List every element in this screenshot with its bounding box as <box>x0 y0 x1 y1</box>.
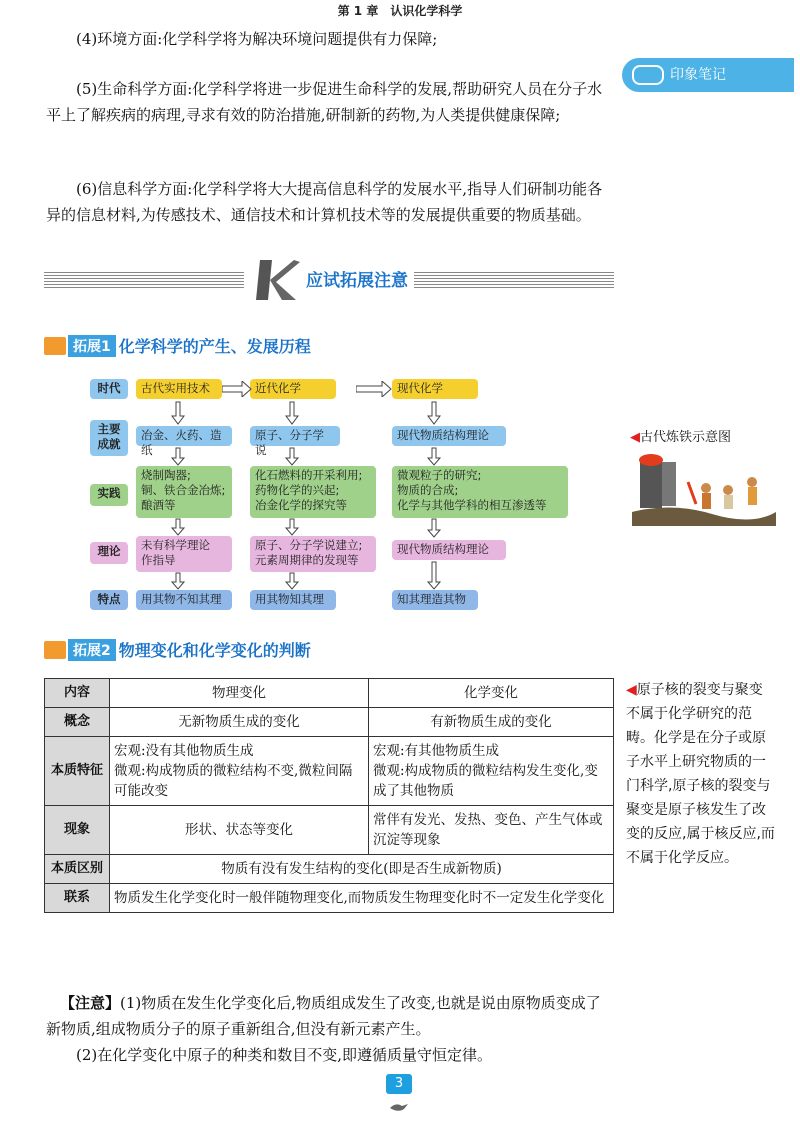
flow-label-theory: 理论 <box>90 542 128 564</box>
flow-label-practice: 实践 <box>90 484 128 506</box>
header-content: 内容 <box>45 679 110 708</box>
phenomenon-physical: 形状、状态等变化 <box>110 806 369 855</box>
theory-contemporary: 现代物质结构理论 <box>392 540 506 560</box>
flow-label-feature: 特点 <box>90 590 128 610</box>
flow-label-main: 主要成就 <box>90 420 128 456</box>
note-1 <box>46 990 606 1042</box>
table-row <box>45 806 614 855</box>
feature-ancient: 用其物不知其理 <box>136 590 232 610</box>
theory-modern: 原子、分子学说建立; 元素周期律的发现等 <box>250 536 376 572</box>
era-ancient: 古代实用技术 <box>136 379 222 399</box>
page-header <box>0 0 800 22</box>
bird-icon <box>388 1100 410 1114</box>
row-label-concept: 概念 <box>45 708 110 737</box>
flow-label-era: 时代 <box>90 379 128 399</box>
paragraph-info-science: (6)信息科学方面:化学科学将大大提高信息科学的发展水平,指导人们研制功能各异的信息材料,为传感技术、通信技术和计算机技术等的发展提供重要的物质基础。 <box>46 180 603 224</box>
table-row <box>45 855 614 884</box>
elephant-icon <box>632 65 664 85</box>
row-label-essence: 本质特征 <box>45 737 110 806</box>
extension-2-badge: 拓展2 <box>68 639 116 661</box>
impression-notes-tag <box>622 58 794 92</box>
side-note-nuclear: ◀原子核的裂变与聚变不属于化学研究的范畴。化学是在分子或原子水平上研究物质的一门科学,原子核的裂变与聚变是原子核发生了改变的反应,属于核反应,而不属于化学反应。 <box>626 682 775 866</box>
main-contemporary: 现代物质结构理论 <box>392 426 506 446</box>
side-note-text: 原子核的裂变与聚变不属于化学研究的范畴。化学是在分子或原子水平上研究物质的一门科学,原子核的裂变与聚变是原子核发生了改变的反应,属于核反应,而不属于化学反应。 <box>626 682 775 866</box>
relation-text: 物质发生化学变化时一般伴随物理变化,而物质发生物理变化时不一定发生化学变化 <box>110 884 614 913</box>
extension-2-title: 物理变化和化学变化的判断 <box>118 641 311 660</box>
row-label-phenomenon: 现象 <box>45 806 110 855</box>
row-label-difference: 本质区别 <box>45 855 110 884</box>
feature-contemporary: 知其理造其物 <box>392 590 478 610</box>
iron-caption-text: 古代炼铁示意图 <box>640 430 732 445</box>
dotted-rule-right <box>414 272 614 288</box>
header-physical: 物理变化 <box>110 679 369 708</box>
main-ancient: 冶金、火药、造纸 <box>136 426 232 446</box>
page-number: 3 <box>386 1074 412 1094</box>
era-modern: 近代化学 <box>250 379 336 399</box>
k-letter-icon <box>252 258 302 302</box>
practice-modern: 化石燃料的开采利用; 药物化学的兴起; 冶金化学的探究等 <box>250 466 376 518</box>
book-icon <box>44 641 66 659</box>
essence-chemical: 宏观:有其他物质生成 微观:构成物质的微粒结构发生变化,变成了其他物质 <box>369 737 614 806</box>
theory-ancient: 未有科学理论 作指导 <box>136 536 232 572</box>
section-banner <box>44 258 614 302</box>
extension-1-heading <box>44 334 311 358</box>
extension-1-badge: 拓展1 <box>68 335 116 357</box>
row-label-relation: 联系 <box>45 884 110 913</box>
concept-chemical: 有新物质生成的变化 <box>369 708 614 737</box>
chapter-number: 第 1 章 <box>337 4 379 18</box>
table-row <box>45 884 614 913</box>
practice-contemporary: 微观粒子的研究; 物质的合成; 化学与其他学科的相互渗透等 <box>392 466 568 518</box>
note-1-text: (1)物质在发生化学变化后,物质组成发生了改变,也就是说由原物质变成了新物质,组成物质分子的原子重新组合,但没有新元素产生。 <box>46 994 601 1038</box>
comparison-table <box>44 678 614 913</box>
extension-1-title: 化学科学的产生、发展历程 <box>118 337 311 356</box>
practice-ancient: 烧制陶器; 铜、铁合金冶炼; 酿酒等 <box>136 466 232 518</box>
header-chemical: 化学变化 <box>369 679 614 708</box>
dotted-rule-left <box>44 272 244 288</box>
phenomenon-chemical: 常伴有发光、发热、变色、产生气体或沉淀等现象 <box>369 806 614 855</box>
concept-physical: 无新物质生成的变化 <box>110 708 369 737</box>
notes-tag-label: 印象笔记 <box>670 67 726 83</box>
chapter-title: 认识化学科学 <box>390 4 463 18</box>
table-row <box>45 737 614 806</box>
extension-2-heading <box>44 638 311 662</box>
essential-difference: 物质有没有发生结构的变化(即是否生成新物质) <box>110 855 614 884</box>
iron-smelting-caption: ◀古代炼铁示意图 <box>630 430 732 445</box>
note-2: (2)在化学变化中原子的种类和数目不变,即遵循质量守恒定律。 <box>76 1046 493 1064</box>
paragraph-environment: (4)环境方面:化学科学将为解决环境问题提供有力保障; <box>76 30 438 48</box>
feature-modern: 用其物知其理 <box>250 590 336 610</box>
main-modern: 原子、分子学说 <box>250 426 340 446</box>
history-flow-diagram <box>90 376 590 616</box>
book-icon <box>44 337 66 355</box>
table-header-row <box>45 679 614 708</box>
iron-smelting-illustration <box>632 452 776 526</box>
era-contemporary: 现代化学 <box>392 379 478 399</box>
paragraph-life-science: (5)生命科学方面:化学科学将进一步促进生命科学的发展,帮助研究人员在分子水平上了解疾病的病理,寻求有效的防治措施,研制新的药物,为人类提供健康保障; <box>46 80 603 124</box>
essence-physical: 宏观:没有其他物质生成 微观:构成物质的微粒结构不变,微粒间隔可能改变 <box>110 737 369 806</box>
note-tag: 【注意】 <box>60 994 121 1012</box>
section-title: 应试拓展注意 <box>306 271 408 291</box>
down-arrows <box>90 376 590 616</box>
table-row <box>45 708 614 737</box>
